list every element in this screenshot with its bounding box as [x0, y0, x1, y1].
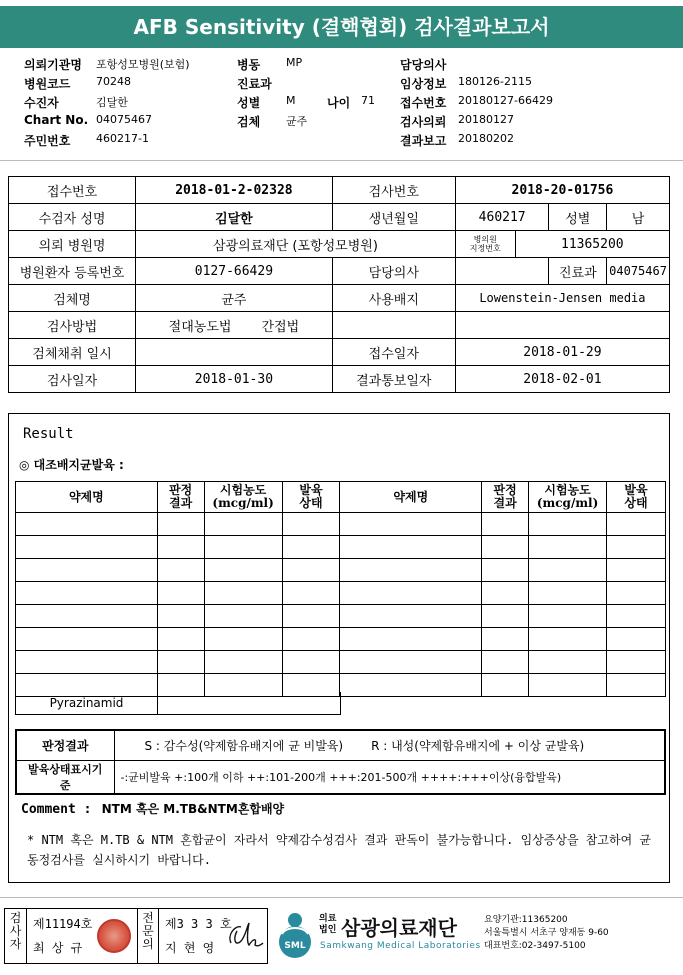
info-sex-value: 남 [607, 204, 670, 231]
judge-legend-label: 판정결과 [16, 730, 114, 760]
table-row [16, 605, 666, 628]
notify-value: 2018-02-01 [455, 366, 669, 393]
info-specimen-value: 균주 [136, 285, 333, 312]
info-specimen-label: 검체명 [9, 285, 136, 312]
doc-label: 담당의사 [332, 258, 455, 285]
legend-table [15, 729, 666, 795]
reg-value: 0127-66429 [136, 258, 333, 285]
logo-text: SML [284, 941, 306, 951]
patient-label: 수검자 성명 [9, 204, 136, 231]
table-row [16, 536, 666, 559]
hospital-code-label: 병원코드 [24, 77, 71, 91]
received-label: 접수일자 [332, 339, 455, 366]
sex-value: M [286, 94, 296, 107]
notify-label: 결과통보일자 [332, 366, 455, 393]
col-judge: 판정 결과 [157, 482, 204, 513]
col-conc-2: 시험농도 (mcg/ml) [529, 482, 607, 513]
col-conc: 시험농도 (mcg/ml) [204, 482, 282, 513]
info-sex-label: 성별 [549, 204, 607, 231]
method-absolute: 절대농도법 [168, 319, 232, 335]
col-growth: 발육 상태 [282, 482, 340, 513]
method-empty-2 [455, 312, 669, 339]
hospital-code-value: 70248 [96, 75, 131, 88]
comment [21, 800, 284, 817]
report-label: 결과보고 [400, 134, 447, 148]
test-no-label: 검사번호 [332, 177, 455, 204]
table-row [16, 582, 666, 605]
age-label: 나이 [327, 96, 351, 110]
comment-note: * NTM 혹은 M.TB & NTM 혼합균이 자라서 약제감수성검사 결과 판독이 불가능합니다. 임상증상을 참고하여 균동정검사를 실시하시기 바랍니다. [27, 833, 651, 867]
chart-label: Chart No. [24, 113, 89, 127]
chart-value: 04075467 [96, 113, 152, 126]
report-title: AFB Sensitivity (결핵협회) 검사결과보고서 [0, 6, 683, 48]
clinic-label: 임상정보 [400, 77, 447, 91]
specialist-label: 전문의 [137, 909, 159, 964]
org-english: Samkwang Medical Laboratories [320, 941, 481, 951]
org-address [484, 914, 609, 953]
birth-value: 460217 [455, 204, 549, 231]
doctor-label: 담당의사 [400, 58, 447, 72]
drug-table [15, 481, 666, 697]
info-dept-value: 04075467 [607, 258, 670, 285]
col-drug-2: 약제명 [340, 482, 482, 513]
designated-value: 11365200 [515, 231, 669, 258]
request-value: 20180127 [458, 113, 514, 126]
col-drug: 약제명 [16, 482, 158, 513]
sex-label: 성별 [237, 96, 261, 110]
method-empty [332, 312, 455, 339]
footer [0, 896, 683, 975]
result-title: Result [23, 426, 74, 442]
inspector-label: 검사자 [5, 909, 27, 964]
info-dept-label: 진료과 [549, 258, 607, 285]
receipt-label: 접수번호 [400, 96, 447, 110]
pyrazinamid-row [15, 692, 341, 715]
judge-legend-value [114, 730, 665, 760]
judge-r: R : 내성(약제함유배지에 + 이상 균발육) [371, 738, 585, 753]
signature-box [4, 908, 268, 964]
patient-info-table [8, 176, 670, 393]
designated-label: 병의원 지정번호 [455, 231, 515, 258]
pyrazinamid-label: Pyrazinamid [16, 692, 158, 714]
report-header [0, 54, 683, 154]
org-name: 삼광의료재단 [341, 916, 457, 940]
method-label: 검사방법 [9, 312, 136, 339]
receipt-no-value: 2018-01-2-02328 [136, 177, 333, 204]
hospital-value: 삼광의료재단 (포항성모병원) [136, 231, 456, 258]
growth-legend-value: -:균비발육 +:100개 이하 ++:101-200개 +++:201-500개 ++++:+++이상(융합발육) [114, 760, 665, 794]
addr-code: 요양기관:11365200 [484, 915, 568, 925]
specimen-label: 검체 [237, 115, 261, 129]
inspector-no: 제11194호 [33, 917, 93, 931]
col-judge-2: 판정 결과 [482, 482, 529, 513]
ward-label: 병동 [237, 58, 261, 72]
age-value: 71 [361, 94, 375, 107]
received-value: 2018-01-29 [455, 339, 669, 366]
col-growth-2: 발육 상태 [607, 482, 666, 513]
institution-label: 의뢰기관명 [24, 58, 82, 72]
doc-value [455, 258, 549, 285]
growth-legend-label: 발육상태표시기준 [16, 760, 114, 794]
tested-value: 2018-01-30 [136, 366, 333, 393]
control-growth-label: ◎ 대조배지균발육 : [19, 458, 124, 472]
receipt-value: 20180127-66429 [458, 94, 553, 107]
clinic-value: 180126-2115 [458, 75, 532, 88]
result-section [8, 413, 670, 883]
institution-value: 포항성모병원(보험) [96, 58, 190, 71]
hospital-label: 의뢰 병원명 [9, 231, 136, 258]
specimen-value: 균주 [286, 115, 308, 128]
collect-value [136, 339, 333, 366]
receipt-no-label: 접수번호 [9, 177, 136, 204]
specialist-name: 지 현 영 [165, 941, 215, 955]
comment-text: NTM 혹은 M.TB&NTM혼합배양 [101, 802, 285, 816]
sender-value: 김달한 [96, 96, 128, 109]
addr-phone: 대표번호:02-3497-5100 [484, 941, 586, 951]
rrn-value: 460217-1 [96, 132, 149, 145]
media-label: 사용배지 [332, 285, 455, 312]
birth-label: 생년월일 [332, 204, 455, 231]
sender-label: 수진자 [24, 96, 59, 110]
report-value: 20180202 [458, 132, 514, 145]
ward-value: MP [286, 56, 303, 69]
table-row [16, 559, 666, 582]
media-value: Lowenstein-Jensen media [455, 285, 669, 312]
table-row [16, 651, 666, 674]
test-no-value: 2018-20-01756 [455, 177, 669, 204]
request-label: 검사의뢰 [400, 115, 447, 129]
tested-label: 검사일자 [9, 366, 136, 393]
dept-label: 진료과 [237, 77, 272, 91]
seal-stamp [97, 919, 131, 953]
table-row [16, 628, 666, 651]
rrn-label: 주민번호 [24, 134, 71, 148]
specialist-no: 제3 3 3 호 [165, 917, 232, 931]
judge-s: S : 감수성(약제함유배지에 균 비발육) [144, 738, 344, 753]
table-row [16, 513, 666, 536]
method-indirect: 간접법 [261, 319, 300, 335]
patient-value: 김달한 [136, 204, 333, 231]
reg-label: 병원환자 등록번호 [9, 258, 136, 285]
inspector-name: 최 상 규 [33, 941, 83, 955]
collect-label: 검체채취 일시 [9, 339, 136, 366]
signature [225, 917, 265, 953]
separator [0, 160, 683, 161]
org-type: 의료 법인 [319, 914, 337, 935]
addr-street: 서울특별시 서초구 양재동 9-60 [484, 928, 609, 938]
method-value [136, 312, 333, 339]
comment-label: Comment : [21, 802, 92, 817]
sml-logo-icon [272, 910, 318, 960]
